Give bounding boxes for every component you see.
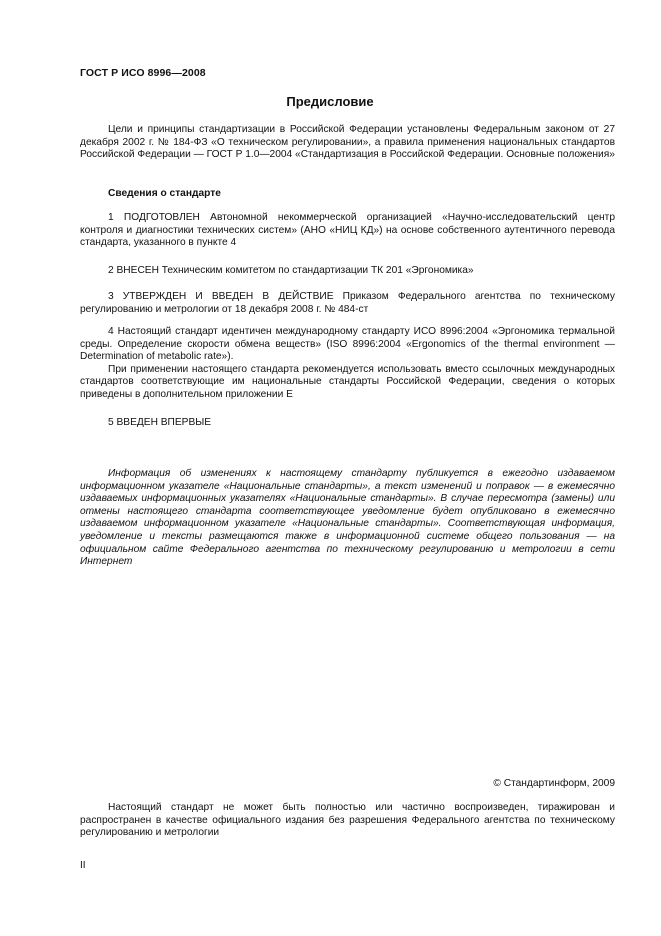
copyright-notice: © Стандартинформ, 2009 bbox=[493, 778, 615, 789]
item-2 bbox=[80, 265, 615, 278]
item-4-note: При применении настоящего стандарта рекомендуется использовать вместо ссылочных международных стандартов соответствующие им национальные стандарты Российской Федерации, сведения о которых приведены в дополнительном приложении Е bbox=[80, 363, 615, 400]
info-heading: Сведения о стандарте bbox=[108, 188, 221, 199]
item-3-text: 3 УТВЕРЖДЕН И ВВЕДЕН В ДЕЙСТВИЕ Приказом Федерального агентства по техническому регулированию и метрологии от 18 декабря 2008 г. № 484-ст bbox=[80, 291, 615, 315]
notice-text: Информация об изменениях к настоящему стандарту публикуется в ежегодно издаваемом информационном указателе «Национальные стандарты», а текст изменений и поправок — в ежемесячно издаваемых информационных указателях «Национальные стандарты». В случае пересмотра (замены) или отмены настоящего стандарта соответствующее уведомление будет опубликовано в ежемесячно издаваемом информационном указателе «Национальные стандарты». Соответствующая информация, уведомление и тексты размещаются также в информационной системе общего пользования — на официальном сайте Федерального агентства по техническому регулированию и метрологии в сети Интернет bbox=[80, 468, 615, 568]
item-5 bbox=[80, 417, 615, 430]
item-2-text: 2 ВНЕСЕН Техническим комитетом по стандартизации ТК 201 «Эргономика» bbox=[108, 265, 474, 276]
notice-paragraph bbox=[80, 468, 615, 569]
item-4 bbox=[80, 326, 615, 402]
intro-text: Цели и принципы стандартизации в Российской Федерации установлены Федеральным законом от 27 декабря 2002 г. № 184-ФЗ «О техническом регулировании», а правила применения национальных стандартов Российской Федерации — ГОСТ Р 1.0—2004 «Стандартизация в Российской Федерации. Основные положения» bbox=[80, 124, 615, 161]
item-4-text: 4 Настоящий стандарт идентичен международному стандарту ИСО 8996:2004 «Эргономика термальной среды. Определение скорости обмена веществ» (ISO 8996:2004 «Ergonomics of the thermal environment — Determination of metabolic rate»). bbox=[80, 326, 615, 363]
info-heading-block bbox=[80, 188, 615, 201]
reproduction-text: Настоящий стандарт не может быть полностью или частично воспроизведен, тиражирован и распространен в качестве официального издания без разрешения Федерального агентства по техническому регулированию и метрологии bbox=[80, 802, 615, 839]
intro-paragraph bbox=[80, 124, 615, 162]
page-title: Предисловие bbox=[286, 94, 374, 109]
page-number: II bbox=[80, 860, 86, 871]
reproduction-paragraph bbox=[80, 802, 615, 840]
item-5-text: 5 ВВЕДЕН ВПЕРВЫЕ bbox=[108, 417, 212, 428]
standard-code-header: ГОСТ Р ИСО 8996—2008 bbox=[80, 67, 206, 79]
item-1-text: 1 ПОДГОТОВЛЕН Автономной некоммерческой организацией «Научно-исследовательский центр контроля и диагностики технических систем» (АНО «НИЦ КД») на основе собственного аутентичного перевода стандарта, указанного в пункте 4 bbox=[80, 212, 615, 249]
item-1 bbox=[80, 212, 615, 250]
item-3 bbox=[80, 291, 615, 316]
